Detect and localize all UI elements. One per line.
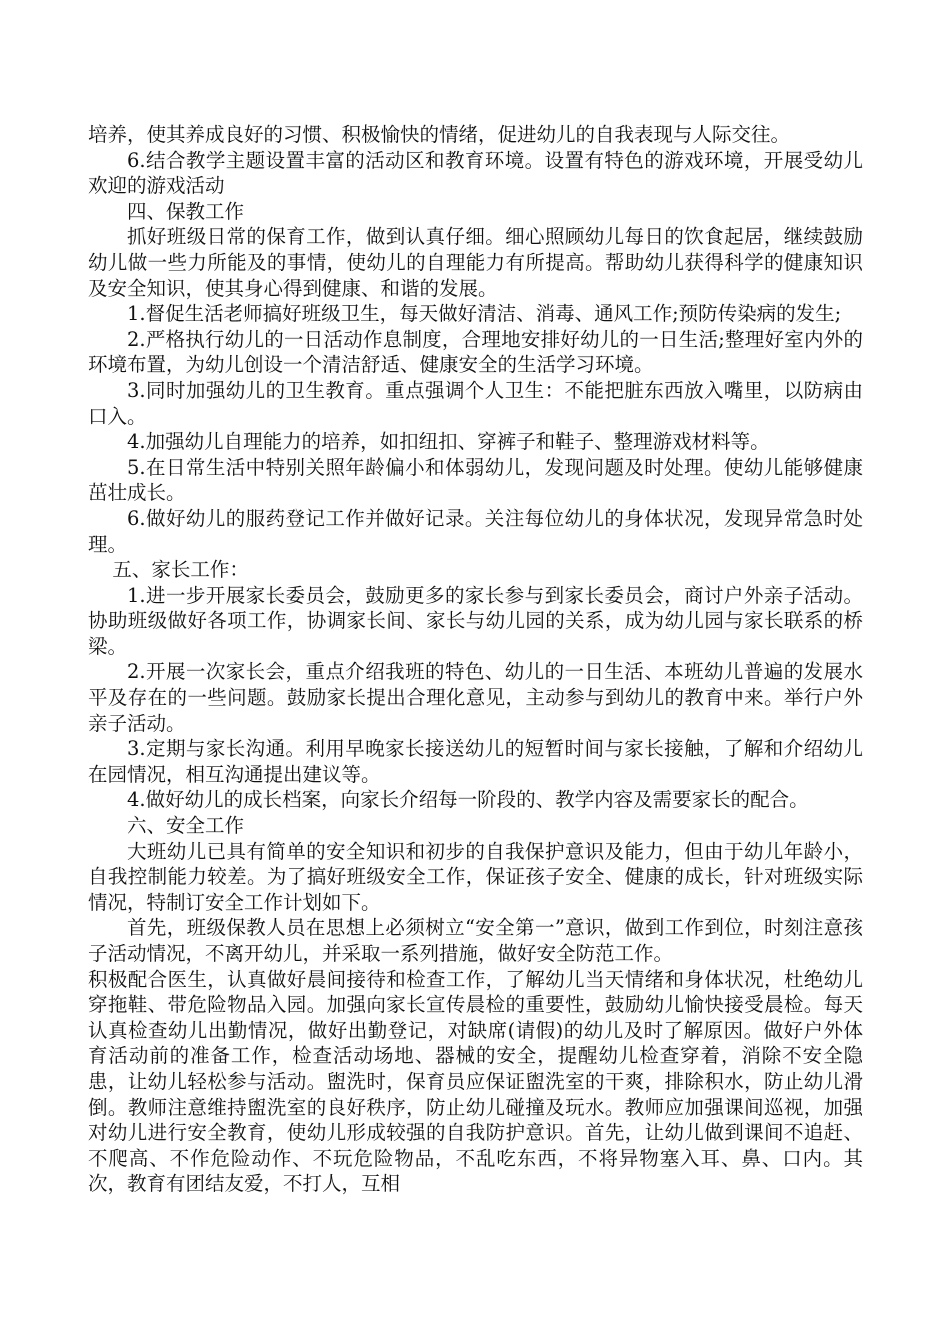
paragraph-parent-item-1: 1.进一步开展家长委员会，鼓励更多的家长参与到家长委员会，商讨户外亲子活动。协助班级做好各项工作，协调家长间、家长与幼儿园的关系，成为幼儿园与家长联系的桥梁。 (88, 583, 863, 658)
paragraph-care-education-intro: 抓好班级日常的保育工作，做到认真仔细。细心照顾幼儿每日的饮食起居，继续鼓励幼儿做一些力所能及的事情，使幼儿的自理能力有所提高。帮助幼儿获得科学的健康知识及安全知识，使其身心得到健康、和谐的发展。 (88, 225, 863, 300)
document-page (88, 122, 863, 1197)
paragraph-care-item-6: 6.做好幼儿的服药登记工作并做好记录。关注每位幼儿的身体状况，发现异常急时处理。 (88, 506, 863, 556)
paragraph-item-6-play-environment: 6.结合教学主题设置丰富的活动区和教育环境。设置有特色的游戏环境，开展受幼儿欢迎的游戏活动 (88, 148, 863, 198)
paragraph-care-item-1: 1.督促生活老师搞好班级卫生，每天做好清洁、消毒、通风工作;预防传染病的发生; (127, 302, 842, 326)
section-heading-safety-work: 六、安全工作 (127, 814, 245, 838)
paragraph-care-item-2: 2.严格执行幼儿的一日活动作息制度，合理地安排好幼儿的一日生活;整理好室内外的环境布置，为幼儿创设一个清洁舒适、健康安全的生活学习环境。 (88, 327, 863, 377)
paragraph-safety-intro: 大班幼儿已具有简单的安全知识和初步的自我保护意识及能力，但由于幼儿年龄小，自我控制能力较差。为了搞好班级安全工作，保证孩子安全、健康的成长，针对班级实际情况，特制订安全工作计划如下。 (88, 839, 863, 914)
paragraph-parent-item-4: 4.做好幼儿的成长档案，向家长介绍每一阶段的、教学内容及需要家长的配合。 (127, 788, 809, 812)
section-heading-care-education: 四、保教工作 (127, 199, 245, 223)
paragraph-parent-item-2: 2.开展一次家长会，重点介绍我班的特色、幼儿的一日生活、本班幼儿普遍的发展水平及存在的一些问题。鼓励家长提出合理化意见，主动参与到幼儿的教育中来。举行户外亲子活动。 (88, 660, 863, 735)
paragraph-care-item-4: 4.加强幼儿自理能力的培养，如扣纽扣、穿裤子和鞋子、整理游戏材料等。 (127, 430, 770, 454)
paragraph-care-item-5: 5.在日常生活中特别关照年龄偏小和体弱幼儿，发现问题及时处理。使幼儿能够健康茁壮成长。 (88, 455, 863, 505)
paragraph-safety-first: 首先，班级保教人员在思想上必须树立“安全第一”意识，做到工作到位，时刻注意孩子活动情况，不离开幼儿，并采取一系列措施，做好安全防范工作。 (88, 916, 863, 965)
section-heading-parent-work: 五、家长工作： (112, 558, 249, 582)
paragraph-parent-item-3: 3.定期与家长沟通。利用早晚家长接送幼儿的短暂时间与家长接触，了解和介绍幼儿在园情况，相互沟通提出建议等。 (88, 737, 863, 786)
paragraph-care-item-3: 3.同时加强幼儿的卫生教育。重点强调个人卫生：不能把脏东西放入嘴里，以防病由口入。 (88, 378, 863, 428)
paragraph-continuation: 培养，使其养成良好的习惯、积极愉快的情绪，促进幼儿的自我表现与人际交往。 (88, 123, 791, 146)
paragraph-safety-measures: 积极配合医生，认真做好晨间接待和检查工作，了解幼儿当天情绪和身体状况，杜绝幼儿穿拖鞋、带危险物品入园。加强向家长宣传晨检的重要性，鼓励幼儿愉快接受晨检。每天认真检查幼儿出勤情况，做好出勤登记，对缺席(请假)的幼儿及时了解原因。做好户外体育活动前的准备工作，检查活动场地、器械的安全，提醒幼儿检查穿着，消除不安全隐患，让幼儿轻松参与活动。盥洗时，保育员应保证盥洗室的干爽，排除积水，防止幼儿滑倒。教师注意维持盥洗室的良好秩序，防止幼儿碰撞及玩水。教师应加强课间巡视，加强对幼儿进行安全教育，使幼儿形成较强的自我防护意识。首先，让幼儿做到课间不追赶、不爬高、不作危险动作、不玩危险物品，不乱吃东西，不将异物塞入耳、鼻、口内。其次，教育有团结友爱，不打人，互相 (88, 967, 863, 1196)
